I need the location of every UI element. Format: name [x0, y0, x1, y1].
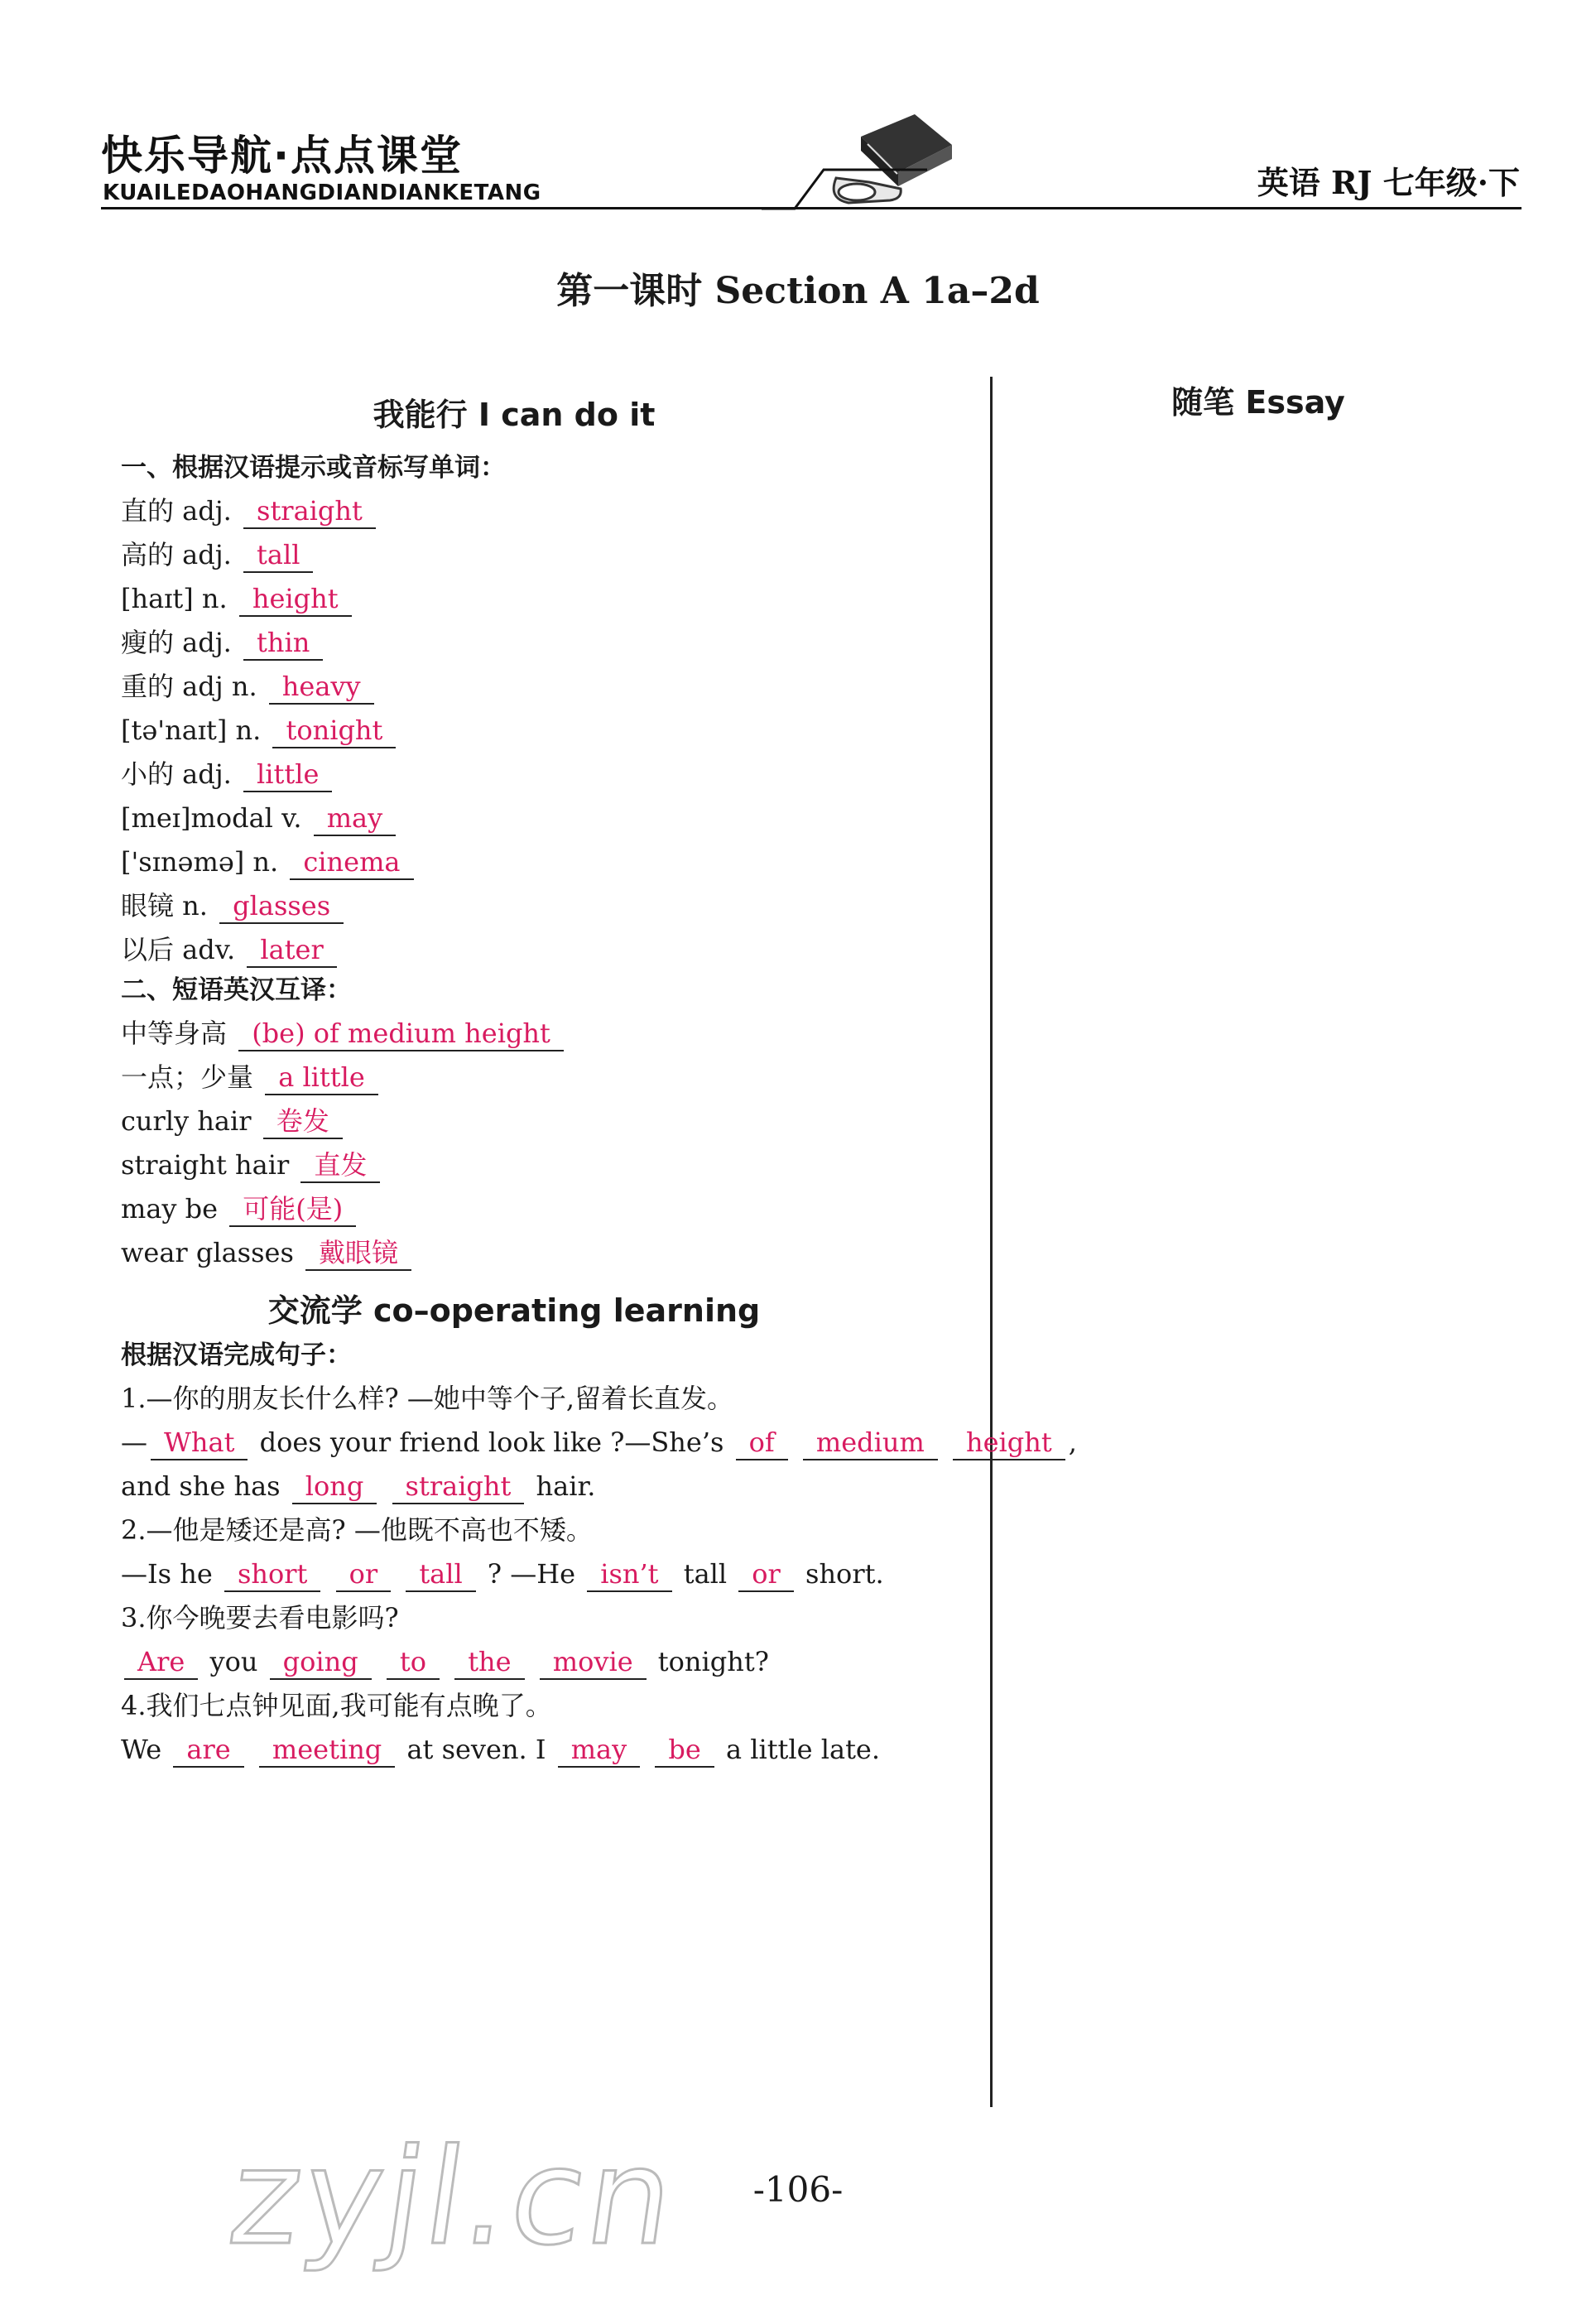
q2-text-4: short. — [805, 1558, 884, 1590]
word-answer: cinema — [290, 845, 413, 880]
q4-answer-2: meeting — [259, 1733, 395, 1768]
phrase-prompt: 中等身高 — [121, 1018, 228, 1049]
q2-chinese: 2.—他是矮还是高? —他既不高也不矮。 — [121, 1514, 593, 1546]
phrase-prompt: curly hair — [121, 1105, 252, 1137]
q1-answer-5: long — [292, 1470, 377, 1504]
phrase-row — [121, 1056, 982, 1099]
q2-answer-2: or — [336, 1557, 392, 1592]
q1-chinese: 1.—你的朋友长什么样? —她中等个子,留着长直发。 — [121, 1383, 734, 1414]
phrase-list — [121, 1012, 982, 1275]
phrase-prompt: wear glasses — [121, 1237, 294, 1268]
phrase-row — [121, 1012, 982, 1056]
q1-answer-1: What — [151, 1426, 248, 1460]
word-answer: height — [239, 582, 352, 617]
q4-text-2: at seven. I — [406, 1734, 546, 1765]
word-answer: tall — [243, 538, 313, 573]
q4-answer-4: be — [655, 1733, 714, 1768]
q3-chinese: 3.你今晚要去看电影吗? — [121, 1602, 399, 1634]
phrase-answer: 直发 — [300, 1148, 380, 1183]
phrase-answer: (be) of medium height — [238, 1017, 564, 1051]
word-row — [121, 884, 982, 928]
q3-text-1: you — [209, 1646, 258, 1677]
dash: — — [121, 1427, 147, 1458]
word-answer: glasses — [219, 889, 344, 924]
q1-text-4: hair. — [536, 1470, 596, 1502]
essay-title: 随笔 Essay — [1171, 384, 1345, 421]
lesson-title: 第一课时 Section A 1a–2d — [556, 270, 1040, 312]
phrase-prompt: may be — [121, 1193, 219, 1225]
book-label: 英语 RJ 七年级·下 — [1257, 164, 1520, 201]
q4-chinese: 4.我们七点钟见面,我可能有点晚了。 — [121, 1690, 552, 1721]
q2-text-1: —Is he — [121, 1558, 213, 1590]
i-can-title: 我能行 I can do it — [373, 397, 656, 433]
q4-text-3: a little late. — [725, 1734, 881, 1765]
word-prompt: 小的 adj. — [121, 758, 232, 790]
word-answer: straight — [243, 494, 376, 529]
phrase-prompt: straight hair — [121, 1149, 290, 1181]
phrase-row — [121, 1143, 982, 1187]
q3-answer-1: Are — [124, 1645, 198, 1680]
phrase-row — [121, 1187, 982, 1231]
word-prompt: 重的 adj n. — [121, 671, 257, 702]
q1-text-1: does your friend look like ?—She’s — [259, 1427, 724, 1458]
word-prompt: 直的 adj. — [121, 495, 232, 527]
q4-line — [121, 1728, 982, 1772]
q1-line1 — [121, 1421, 1077, 1465]
header-rule-notch — [762, 166, 927, 211]
phrase-row — [121, 1099, 982, 1143]
q4-answer-1: are — [173, 1733, 243, 1768]
q3-answer-5: movie — [540, 1645, 647, 1680]
left-column — [121, 389, 1077, 1772]
word-answer: tonight — [272, 714, 396, 748]
brand-pinyin: KUAILEDAOHANGDIANDIANKETANG — [103, 180, 541, 205]
q1-answer-3: medium — [803, 1426, 938, 1460]
word-prompt: 瘦的 adj. — [121, 627, 232, 658]
part1-title: 一、根据汉语提示或音标写单词： — [121, 453, 506, 483]
q1-answer-4: height — [953, 1426, 1065, 1460]
phrase-row — [121, 1231, 982, 1275]
q1-answer-6: straight — [392, 1470, 525, 1504]
q2-answer-5: or — [738, 1557, 794, 1592]
q4-answer-3: may — [558, 1733, 641, 1768]
word-row — [121, 840, 982, 884]
q3-answer-2: going — [270, 1645, 372, 1680]
word-row — [121, 489, 982, 533]
word-list — [121, 489, 982, 972]
word-answer: may — [314, 801, 397, 836]
q2-answer-1: short — [224, 1557, 320, 1592]
word-answer: little — [243, 758, 332, 792]
word-row — [121, 709, 982, 753]
q1-line2 — [121, 1465, 982, 1508]
word-prompt: ['sɪnəmə] n. — [121, 846, 279, 878]
q3-answer-3: to — [387, 1645, 440, 1680]
q2-text-3: tall — [683, 1558, 728, 1590]
word-prompt: [haɪt] n. — [121, 583, 228, 614]
coop-title: 交流学 co–operating learning — [267, 1292, 761, 1329]
q2-answer-4: isn’t — [587, 1557, 671, 1592]
phrase-prompt: 一点；少量 — [121, 1061, 254, 1093]
phrase-answer: a little — [265, 1061, 378, 1095]
q2-line — [121, 1552, 982, 1596]
word-prompt: 高的 adj. — [121, 539, 232, 570]
part2-title: 二、短语英汉互译： — [121, 975, 352, 1005]
word-answer: later — [247, 933, 336, 968]
q3-line — [121, 1640, 982, 1684]
sentence-list — [121, 1377, 1077, 1772]
q2-answer-3: tall — [406, 1557, 475, 1592]
phrase-answer: 可能(是) — [229, 1192, 356, 1227]
brand-title: 快乐导航·点点课堂 — [101, 132, 463, 180]
word-row — [121, 796, 982, 840]
phrase-answer: 卷发 — [263, 1104, 343, 1139]
page-number: -106- — [752, 2169, 844, 2210]
word-prompt: 眼镜 n. — [121, 890, 208, 921]
q3-answer-4: the — [454, 1645, 524, 1680]
q1-text-2: , — [1068, 1427, 1077, 1458]
column-divider — [990, 377, 993, 2107]
word-row — [121, 577, 982, 621]
q3-text-2: tonight? — [657, 1646, 769, 1677]
q1-text-3: and she has — [121, 1470, 281, 1502]
phrase-answer: 戴眼镜 — [305, 1236, 411, 1271]
word-answer: heavy — [269, 670, 374, 705]
part3-title: 根据汉语完成句子： — [121, 1340, 352, 1370]
watermark-logo: zyjl.cn — [220, 2120, 686, 2274]
word-prompt: [tə'naɪt] n. — [121, 715, 262, 746]
word-row — [121, 753, 982, 796]
word-row — [121, 665, 982, 709]
q4-text-1: We — [121, 1734, 162, 1765]
q1-answer-2: of — [736, 1426, 788, 1460]
word-prompt: 以后 adv. — [121, 934, 236, 965]
word-row — [121, 533, 982, 577]
word-answer: thin — [243, 626, 323, 661]
word-row — [121, 928, 982, 972]
q2-text-2: ? —He — [487, 1558, 576, 1590]
right-column — [1010, 377, 1507, 422]
word-row — [121, 621, 982, 665]
word-prompt: [meɪ]modal v. — [121, 802, 302, 834]
